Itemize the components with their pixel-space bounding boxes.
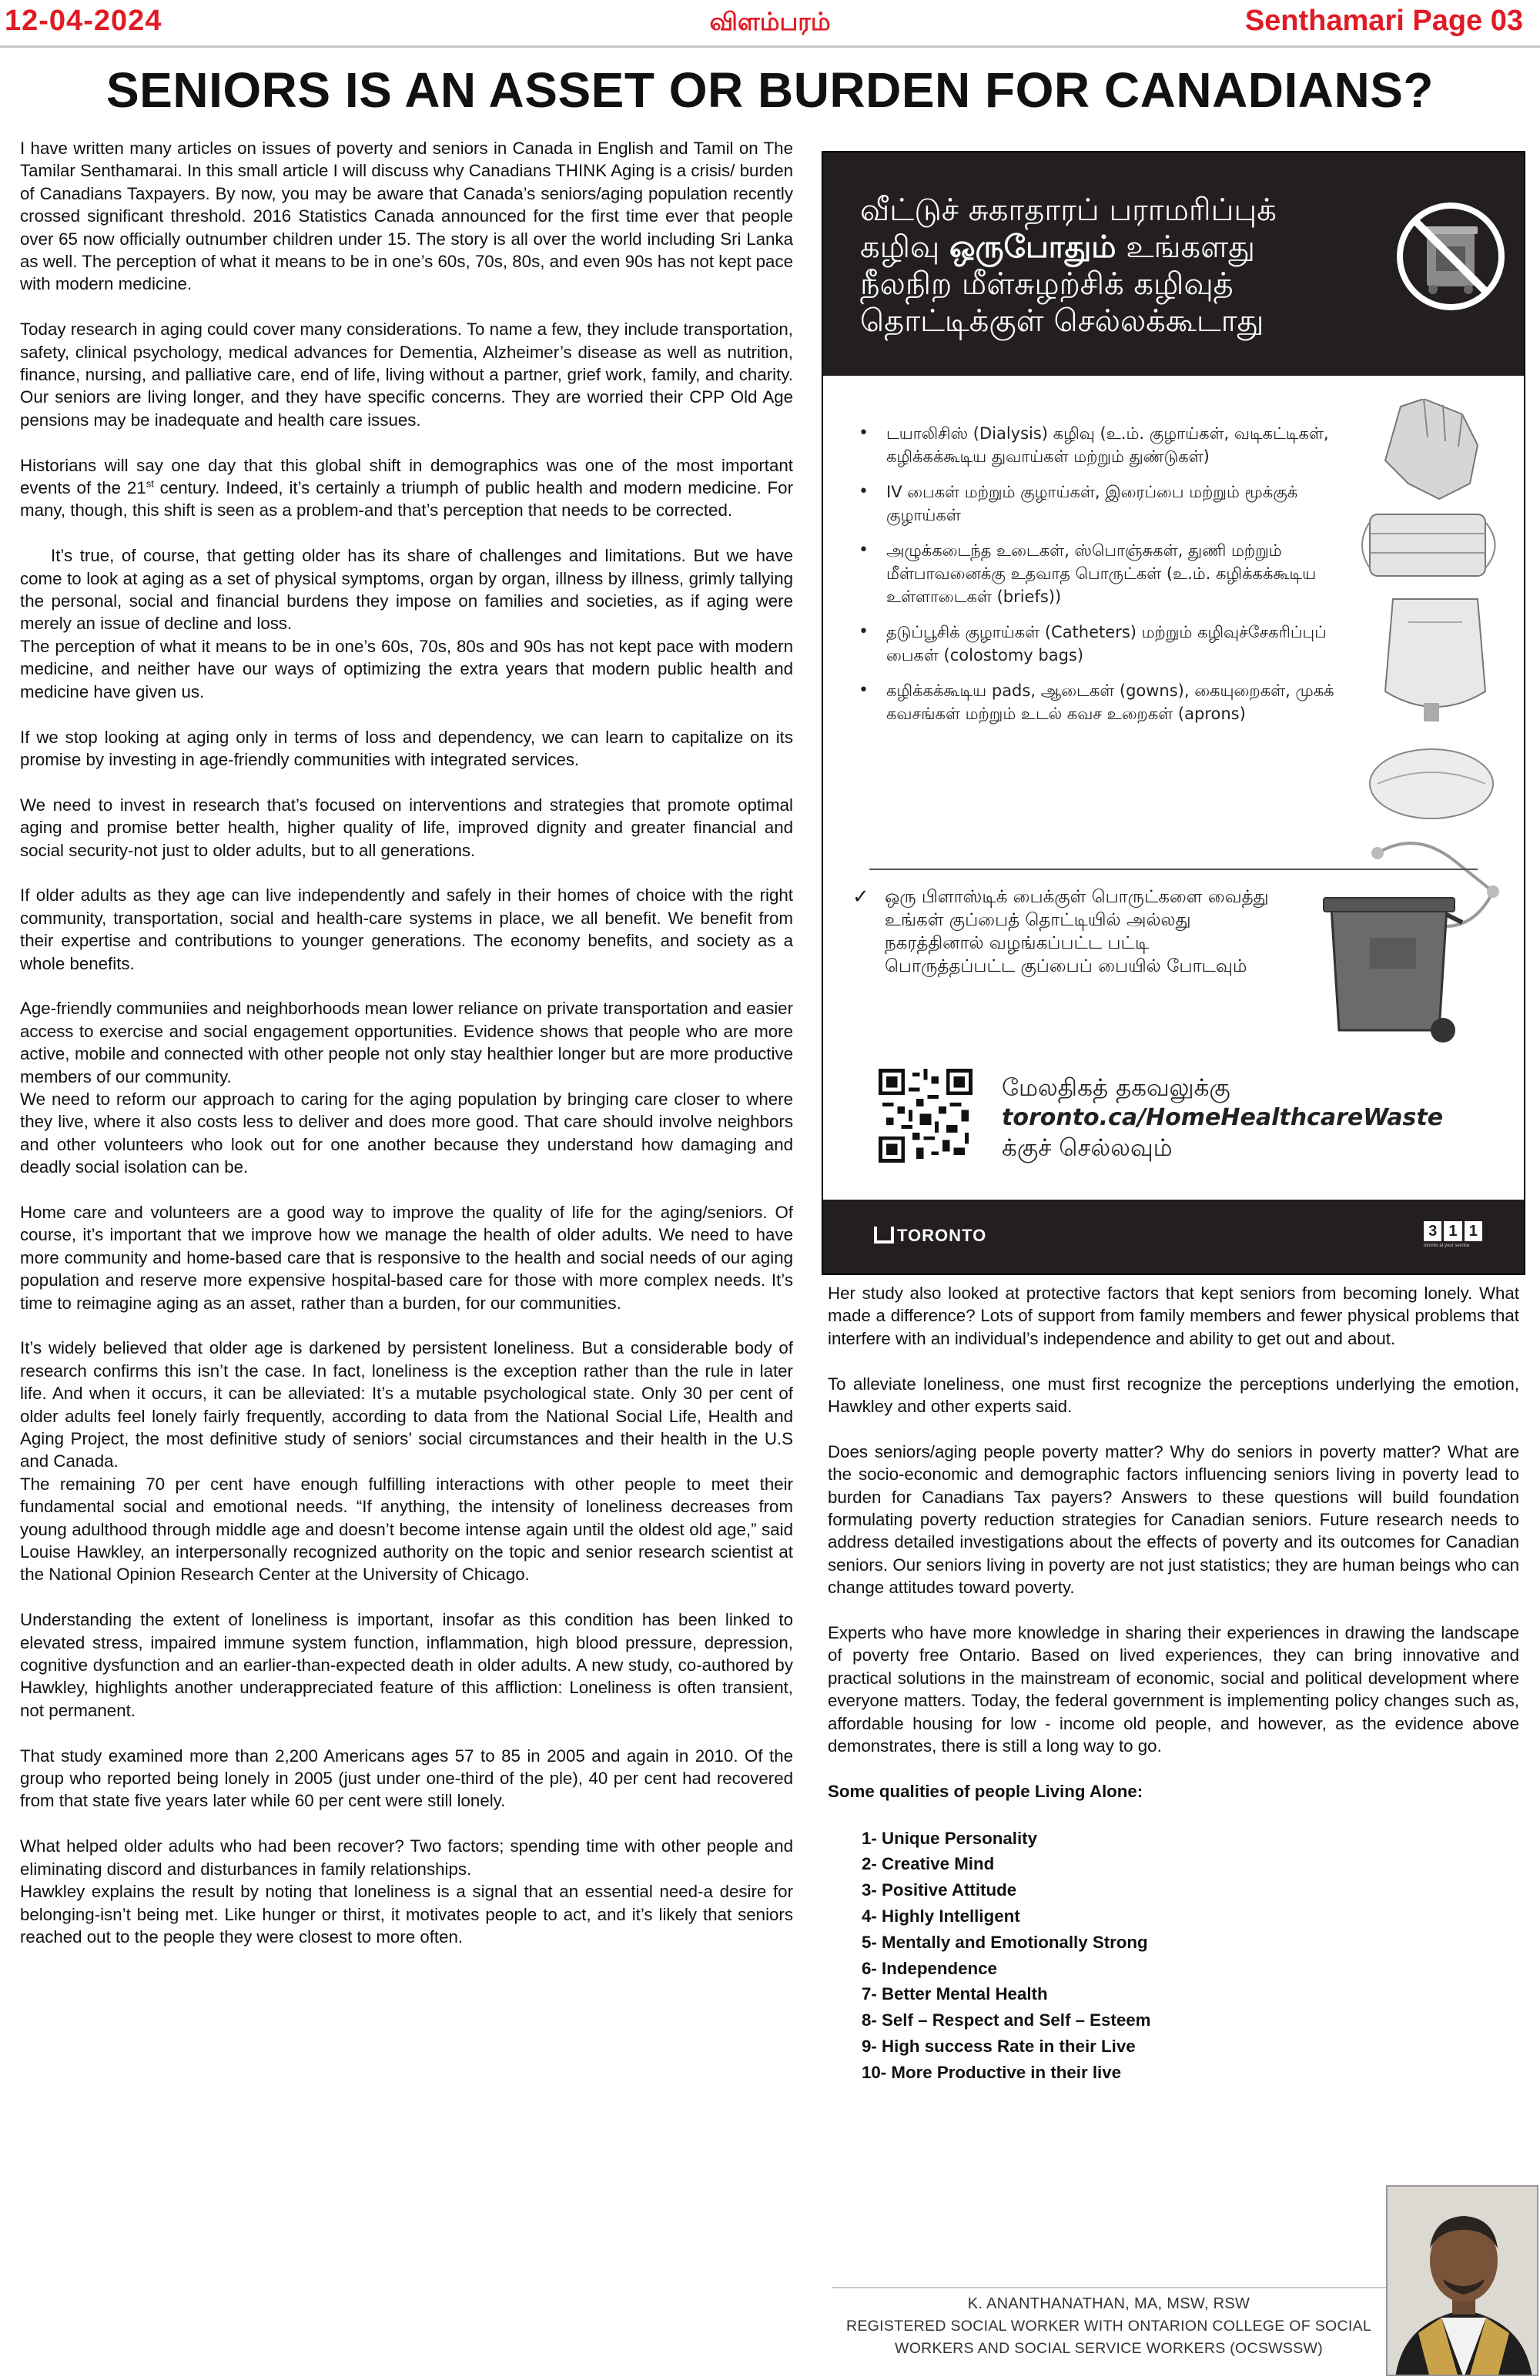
paragraph: It’s widely believed that older age is darkened by persistent loneliness. But a considerable body of research confirms this isn’t the case. In fact, loneliness is the exception rather than the rule in later life. And when it occurs, it can be alleviated: It’s a mutable psychological state. Only 30 per cent of older adults feel lonely fairly frequently, according to data from the National Social Life, Health and Aging Project, the most definitive study of seniors’ social circumstances and their health in the U.S and Canada.	[20, 1338, 793, 1471]
disposal-instruction: ✓ ஒரு பிளாஸ்டிக் பைக்குள் பொருட்களை வைத்து உங்கள் குப்பைத் தொட்டியில் அல்லது நகரத்தினால் வழங்கப்பட்ட பட்டி பொருத்தப்பட்ட குப்பைப் பையில் போடவும்	[852, 885, 1269, 976]
paragraph: Home care and volunteers are a good way to improve the quality of life for the aging/seniors. Of course, it’s important that we improve how we manage the health of older adults. We need to have more community and home-based care that is responsive to the health and social needs of our aging population and reserve more expensive hospital-based care for those with more complex needs. It’s time to reimagine aging as an asset, rather than a burden, for our communities.	[20, 1202, 793, 1313]
list-item: • IV பைகள் மற்றும் குழாய்கள், இரைப்பை மற்றும் மூக்குக் குழாய்கள்	[852, 480, 1345, 527]
more-info-url-link[interactable]: toronto.ca/HomeHealthcareWaste	[1002, 1104, 1444, 1131]
paragraph: That study examined more than 2,200 Americans ages 57 to 85 in 2005 and again in 2010. Of the group who reported being lonely in 2005 (just under one-third of the ple), 40 per cent had recovered from that state five years later while 60 per cent were still lonely.	[20, 1746, 793, 1811]
logo-311-tagline: toronto at your service	[1424, 1244, 1470, 1248]
article-right-column	[828, 1282, 1519, 2086]
paragraph: Historians will say one day that this global shift in demographics was one of the most important events of the 21st century. Indeed, it’s certainly a triumph of public health and modern medicine. For many, though, this shift is seen as a problem-and that’s perception that needs to be corrected.	[20, 455, 794, 521]
page-header	[0, 0, 1540, 48]
more-info-block	[1002, 1073, 1443, 1163]
author-credential: WORKERS AND SOCIAL SERVICE WORKERS (OCSWSSW)	[894, 2340, 1324, 2357]
banner-line: தொட்டிக்குள் செல்லக்கூடாது	[860, 303, 1264, 339]
list-item: 3- Positive Attitude	[862, 1880, 1017, 1900]
paragraph: It’s true, of course, that getting older has its share of challenges and limitations. But we have come to look at aging as a set of physical symptoms, organ by organ, illness by illness, grimly tallying the personal, social and financial burdens they impose on families and societies, as if aging were merely an issue of decline and loss.	[20, 546, 793, 634]
glove-icon	[1385, 399, 1478, 499]
list-item: 9- High success Rate in their Live	[862, 2037, 1136, 2057]
paragraph: To alleviate loneliness, one must first recognize the perceptions underlying the emotion, Hawkley and other experts said.	[828, 1374, 1519, 1417]
more-info-line: மேலதிகத் தகவலுக்கு	[1002, 1074, 1230, 1102]
paragraph: Experts who have more knowledge in sharing their experiences in drawing the landscape of poverty free Ontario. Based on lived experiences, they can bring innovative and practical solutions in the mainstream of economic, social and political development where everyone matters. Today, the federal government is implementing policy changes such as, affordable housing for low - income old people, and however, as the evidence above demonstrates, there is still a long way to go.	[828, 1623, 1519, 1756]
iv-bag-icon	[1385, 599, 1485, 721]
author-photo	[1386, 2185, 1538, 2376]
more-info-line: க்குச் செல்லவும்	[1002, 1134, 1173, 1162]
article-left-column	[20, 137, 793, 1971]
logo-311-digit: 1	[1465, 1221, 1482, 1241]
list-item: • டயாலிசிஸ் (Dialysis) கழிவு (உ.ம். குழாய்கள், வடிகட்டிகள், கழிக்கக்கூடிய துவாய்கள் மற்றும் துண்டுகள்)	[852, 422, 1345, 468]
paragraph: We need to invest in research that’s focused on interventions and strategies that promote optimal aging and promise better health, higher quality of life, improved dignity and greater financial and social security-not just to older adults, but to all generations.	[20, 795, 793, 860]
paragraph: Age-friendly communiies and neighborhoods mean lower reliance on private transportation and easier access to exercise and social engagement opportunities. Evidence shows that people who are more active, mobile and connected with other people not only stay healthier longer but are more productive members of our community.	[20, 999, 793, 1086]
author-portrait-icon	[1388, 2187, 1538, 2376]
paper-name-page: Senthamari Page 03	[1244, 5, 1523, 37]
city-hall-icon	[874, 1227, 894, 1244]
garbage-cart-icon	[1285, 884, 1485, 1046]
prohibited-items-list	[852, 422, 1345, 738]
list-item: 5- Mentally and Emotionally Strong	[862, 1932, 1148, 1952]
banner-line: நீலநிற மீள்சுழற்சிக் கழிவுத்	[860, 266, 1234, 302]
divider	[832, 2287, 1386, 2288]
issue-date: 12-04-2024	[5, 5, 162, 37]
paragraph: We need to reform our approach to caring for the aging population by bringing care closer to where they live, where it also costs less to deliver and does more good. That care should involve neighbors and other volunteers who look out for one another because they understand how damaging and deadly social isolation can be.	[20, 1089, 793, 1177]
qualities-heading: Some qualities of people Living Alone:	[828, 1781, 1143, 1801]
list-item: • கழிக்கக்கூடிய pads, ஆடைகள் (gowns), கையுறைகள், முகக் கவசங்கள் மற்றும் உடல் கவச உறைகள் (aprons)	[852, 679, 1345, 725]
list-item: 4- Highly Intelligent	[862, 1906, 1020, 1926]
hair-net-icon	[1370, 749, 1493, 818]
banner-line: கழிவு ஒருபோதும் உங்களது	[860, 229, 1255, 265]
qualities-list	[862, 1826, 1519, 2086]
paragraph: If older adults as they age can live independently and safely in their homes of choice with the right community, transportation, social and health-care systems in place, we all benefit. We benefit from their expertise and contributions to younger generations. The economy benefits, and society as a whole benefits.	[20, 885, 793, 973]
toronto-waste-advertisement	[822, 151, 1525, 1275]
author-name: K. ANANTHANATHAN, MA, MSW, RSW	[967, 2295, 1250, 2312]
paragraph: Hawkley explains the result by noting that loneliness is a signal that an essential need-a desire for belonging-isn’t being met. Like hunger or thirst, it motivates people to act, and it’s likely that seniors reached out to the people they were closest to more often.	[20, 1882, 793, 1947]
logo-311	[1424, 1221, 1482, 1248]
list-item: 7- Better Mental Health	[862, 1984, 1048, 2004]
paragraph: The remaining 70 per cent have enough fulfilling interactions with other people to meet their fundamental social and emotional needs. “If anything, the intensity of loneliness decreases from young adulthood through middle age and doesn’t become intense again until the oldest old age,” said Louise Hawkley, an interpersonally recognized authority on the topic and senior research scientist at the National Opinion Research Center at the University of Chicago.	[20, 1474, 793, 1585]
checkmark-icon: ✓	[852, 885, 869, 909]
list-item: 10- More Productive in their live	[862, 2062, 1122, 2082]
ad-footer	[823, 1200, 1524, 1274]
section-label: விளம்பரம்	[709, 8, 831, 35]
list-item: 1- Unique Personality	[862, 1828, 1037, 1848]
face-mask-icon	[1362, 514, 1495, 576]
paragraph: What helped older adults who had been recover? Two factors; spending time with other people and eliminating discord and disturbances in family relationships.	[20, 1836, 793, 1879]
ad-banner	[823, 152, 1524, 376]
divider	[869, 869, 1478, 870]
paragraph: Understanding the extent of loneliness is important, insofar as this condition has been linked to elevated stress, impaired immune system function, inflammation, high blood pressure, depression, cognitive dysfunction and an earlier-than-expected death in older adults. A new study, co-authored by Hawkley, highlights another underappreciated feature of this affliction: Loneliness is often transient, not permanent.	[20, 1610, 793, 1720]
paragraph: Today research in aging could cover many considerations. To name a few, they include transportation, safety, clinical psychology, medical advances for Dementia, Alzheimer’s disease as well as nutrition, finance, nursing, and palliative care, end of life, living without a partner, grief work, family, and charity. Our seniors are living longer, and they have specific concerns. They are worried their CPP Old Age pensions may be inadequate and health care issues.	[20, 320, 793, 430]
list-item: 8- Self – Respect and Self – Esteem	[862, 2010, 1151, 2030]
paragraph: Her study also looked at protective factors that kept seniors from becoming lonely. What made a difference? Lots of support from family members and fewer physical problems that interfere with an individual’s independence and ability to get out and about.	[828, 1284, 1519, 1348]
paragraph: If we stop looking at aging only in terms of loss and dependency, we can learn to capitalize on its promise by investing in age-friendly communities with integrated services.	[20, 727, 793, 769]
article-headline: SENIORS IS AN ASSET OR BURDEN FOR CANADIANS?	[105, 62, 1435, 118]
logo-311-digit: 3	[1424, 1221, 1441, 1241]
list-item: 6- Independence	[862, 1958, 997, 1978]
banner-line: வீட்டுச் சுகாதாரப் பராமரிப்புக்	[860, 192, 1277, 228]
author-credential: REGISTERED SOCIAL WORKER WITH ONTARION COLLEGE OF SOCIAL	[845, 2318, 1372, 2335]
list-item: • தடுப்பூசிக் குழாய்கள் (Catheters) மற்றும் கழிவுச்சேகரிப்புப் பைகள் (colostomy bags)	[852, 621, 1345, 667]
paragraph: I have written many articles on issues of poverty and seniors in Canada in English and Tamil on The Tamilar Senthamarai. In this small article I will discuss why Canadians THINK Aging is a crisis/ burden of Canadians Taxpayers. By now, you may be aware that Canada’s seniors/aging population recently crossed significant threshold. 2016 Statistics Canada announced for the first time ever that people over 65 now officially outnumber children under 15. The story is all over the world including Sri Lanka as well. The perception of what it means to be in one’s 60s, 70s, 80s, and even 90s has not kept pace with modern medicine.	[20, 139, 793, 294]
list-item: 2- Creative Mind	[862, 1854, 995, 1874]
paragraph: The perception of what it means to be in one’s 60s, 70s, 80s and 90s has not kept pace with modern medicine, and neither have our ways of optimizing the extra years that modern public health and medicine have given us.	[20, 636, 793, 701]
paragraph: Does seniors/aging people poverty matter? Why do seniors in poverty matter? What are the socio-economic and demographic factors influencing seniors living in poverty lead to burden for Canadians Tax payers? Answers to these questions will build foundation formulating poverty reduction strategies for Canadian seniors. Future research needs to address detailed investigations about the effects of poverty and its outcomes for Canadian seniors. Our seniors living in poverty are not just statistics; they are human beings who can change attitudes toward poverty.	[828, 1441, 1519, 1598]
qr-code-icon[interactable]	[879, 1069, 973, 1163]
list-item: • அழுக்கடைந்த உடைகள், ஸ்பொஞ்சுகள், துணி மற்றும் மீள்பாவனைக்கு உதவாத பொருட்கள் (உ.ம். கழிக்கக்கூடிய உள்ளாடைகள் (briefs))	[852, 539, 1345, 608]
toronto-logo: TORONTO	[874, 1226, 986, 1246]
logo-311-digit: 1	[1444, 1221, 1461, 1241]
author-byline	[832, 2293, 1386, 2360]
no-blue-bin-icon	[1393, 199, 1508, 314]
